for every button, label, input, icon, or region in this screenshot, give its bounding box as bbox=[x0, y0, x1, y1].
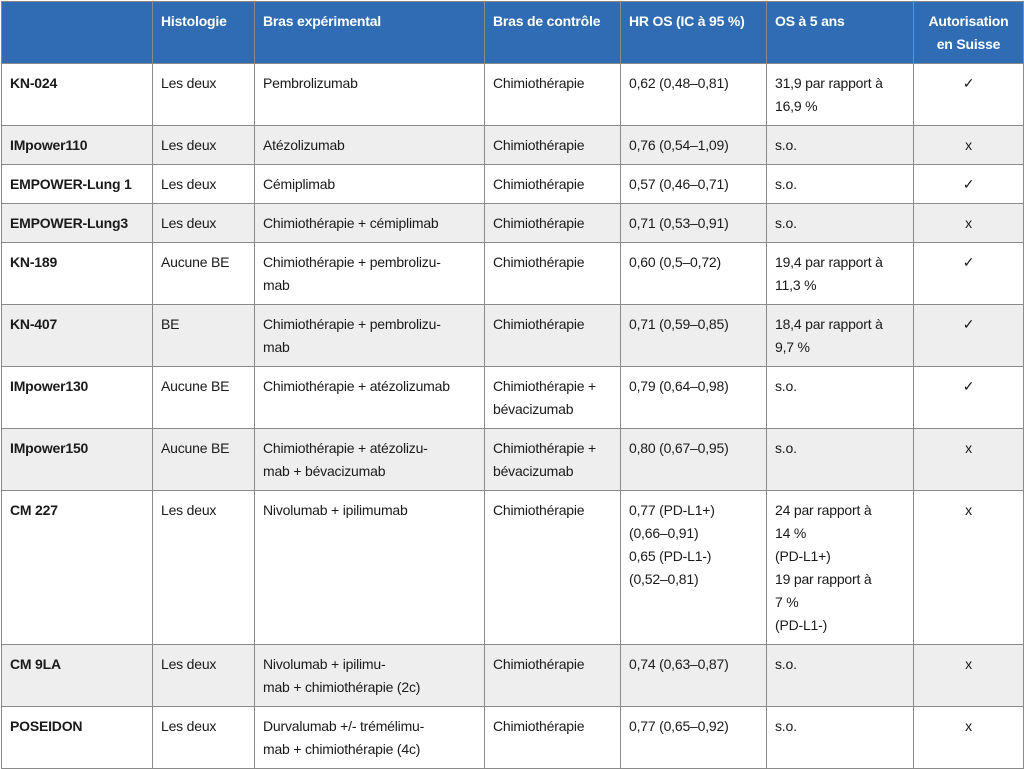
header-control-arm: Bras de contrôle bbox=[485, 2, 621, 64]
cell-experimental-arm: Chimiothérapie + atézolizu- mab + bévacizumab bbox=[255, 429, 485, 491]
cell-control-arm: Chimiothérapie bbox=[485, 645, 621, 707]
cell-hr-os: 0,60 (0,5–0,72) bbox=[621, 243, 767, 305]
table-row bbox=[2, 64, 1024, 126]
cell-experimental-arm: Chimiothérapie + pembrolizu- mab bbox=[255, 243, 485, 305]
cell-swiss-approval: x bbox=[914, 429, 1024, 491]
cell-hr-os: 0,74 (0,63–0,87) bbox=[621, 645, 767, 707]
table-row bbox=[2, 204, 1024, 243]
trials-table bbox=[1, 1, 1024, 769]
cell-os-5-years: s.o. bbox=[767, 165, 914, 204]
cell-swiss-approval: ✓ bbox=[914, 305, 1024, 367]
cell-histology: Les deux bbox=[153, 204, 255, 243]
cell-hr-os: 0,71 (0,53–0,91) bbox=[621, 204, 767, 243]
cell-control-arm: Chimiothérapie bbox=[485, 707, 621, 769]
cell-control-arm: Chimiothérapie bbox=[485, 64, 621, 126]
cell-histology: BE bbox=[153, 305, 255, 367]
cell-os-5-years: 18,4 par rapport à 9,7 % bbox=[767, 305, 914, 367]
cell-histology: Aucune BE bbox=[153, 367, 255, 429]
cell-histology: Les deux bbox=[153, 165, 255, 204]
cell-experimental-arm: Nivolumab + ipilimu- mab + chimiothérapie (2c) bbox=[255, 645, 485, 707]
table-row bbox=[2, 429, 1024, 491]
cell-swiss-approval: ✓ bbox=[914, 64, 1024, 126]
cell-experimental-arm: Cémiplimab bbox=[255, 165, 485, 204]
cell-study: EMPOWER-Lung 1 bbox=[2, 165, 153, 204]
cell-histology: Les deux bbox=[153, 491, 255, 645]
cell-control-arm: Chimiothérapie bbox=[485, 243, 621, 305]
cell-study: KN-024 bbox=[2, 64, 153, 126]
cell-hr-os: 0,79 (0,64–0,98) bbox=[621, 367, 767, 429]
cell-histology: Les deux bbox=[153, 707, 255, 769]
cell-study: IMpower130 bbox=[2, 367, 153, 429]
cell-study: POSEIDON bbox=[2, 707, 153, 769]
cell-hr-os: 0,77 (PD-L1+) (0,66–0,91) 0,65 (PD-L1-) (0,52–0,81) bbox=[621, 491, 767, 645]
cell-study: EMPOWER-Lung3 bbox=[2, 204, 153, 243]
cell-hr-os: 0,80 (0,67–0,95) bbox=[621, 429, 767, 491]
cell-histology: Aucune BE bbox=[153, 243, 255, 305]
cell-os-5-years: s.o. bbox=[767, 126, 914, 165]
cell-hr-os: 0,76 (0,54–1,09) bbox=[621, 126, 767, 165]
cell-swiss-approval: ✓ bbox=[914, 165, 1024, 204]
cell-control-arm: Chimiothérapie bbox=[485, 204, 621, 243]
cell-swiss-approval: ✓ bbox=[914, 367, 1024, 429]
cell-histology: Les deux bbox=[153, 645, 255, 707]
cell-control-arm: Chimiothérapie bbox=[485, 126, 621, 165]
header-experimental-arm: Bras expérimental bbox=[255, 2, 485, 64]
cell-os-5-years: 19,4 par rapport à 11,3 % bbox=[767, 243, 914, 305]
cell-study: KN-189 bbox=[2, 243, 153, 305]
cell-experimental-arm: Pembrolizumab bbox=[255, 64, 485, 126]
table-row bbox=[2, 305, 1024, 367]
cell-os-5-years: s.o. bbox=[767, 645, 914, 707]
cell-study: IMpower150 bbox=[2, 429, 153, 491]
header-study bbox=[2, 2, 153, 64]
cell-experimental-arm: Chimiothérapie + atézolizumab bbox=[255, 367, 485, 429]
cell-swiss-approval: x bbox=[914, 707, 1024, 769]
header-row bbox=[2, 2, 1024, 64]
cell-control-arm: Chimiothérapie bbox=[485, 165, 621, 204]
cell-study: CM 227 bbox=[2, 491, 153, 645]
table-row bbox=[2, 491, 1024, 645]
cell-experimental-arm: Durvalumab +/- trémélimu- mab + chimiothérapie (4c) bbox=[255, 707, 485, 769]
cell-control-arm: Chimiothérapie + bévacizumab bbox=[485, 429, 621, 491]
cell-swiss-approval: x bbox=[914, 645, 1024, 707]
cell-histology: Les deux bbox=[153, 126, 255, 165]
cell-swiss-approval: x bbox=[914, 126, 1024, 165]
cell-os-5-years: s.o. bbox=[767, 367, 914, 429]
table-row bbox=[2, 645, 1024, 707]
cell-control-arm: Chimiothérapie bbox=[485, 305, 621, 367]
cell-swiss-approval: x bbox=[914, 491, 1024, 645]
cell-swiss-approval: x bbox=[914, 204, 1024, 243]
cell-hr-os: 0,62 (0,48–0,81) bbox=[621, 64, 767, 126]
header-swiss-approval: Autorisation en Suisse bbox=[914, 2, 1024, 64]
table-row bbox=[2, 367, 1024, 429]
cell-hr-os: 0,77 (0,65–0,92) bbox=[621, 707, 767, 769]
table-row bbox=[2, 165, 1024, 204]
cell-swiss-approval: ✓ bbox=[914, 243, 1024, 305]
cell-study: CM 9LA bbox=[2, 645, 153, 707]
cell-experimental-arm: Chimiothérapie + pembrolizu- mab bbox=[255, 305, 485, 367]
cell-os-5-years: 24 par rapport à 14 % (PD-L1+) 19 par rapport à 7 % (PD-L1-) bbox=[767, 491, 914, 645]
header-hr-os: HR OS (IC à 95 %) bbox=[621, 2, 767, 64]
table-row bbox=[2, 707, 1024, 769]
cell-os-5-years: s.o. bbox=[767, 204, 914, 243]
cell-hr-os: 0,71 (0,59–0,85) bbox=[621, 305, 767, 367]
table-row bbox=[2, 243, 1024, 305]
cell-study: IMpower110 bbox=[2, 126, 153, 165]
cell-experimental-arm: Nivolumab + ipilimumab bbox=[255, 491, 485, 645]
cell-experimental-arm: Chimiothérapie + cémiplimab bbox=[255, 204, 485, 243]
header-histology: Histologie bbox=[153, 2, 255, 64]
cell-control-arm: Chimiothérapie + bévacizumab bbox=[485, 367, 621, 429]
cell-control-arm: Chimiothérapie bbox=[485, 491, 621, 645]
cell-os-5-years: s.o. bbox=[767, 429, 914, 491]
cell-histology: Aucune BE bbox=[153, 429, 255, 491]
table-row bbox=[2, 126, 1024, 165]
cell-hr-os: 0,57 (0,46–0,71) bbox=[621, 165, 767, 204]
cell-os-5-years: 31,9 par rapport à 16,9 % bbox=[767, 64, 914, 126]
cell-experimental-arm: Atézolizumab bbox=[255, 126, 485, 165]
cell-os-5-years: s.o. bbox=[767, 707, 914, 769]
header-os-5-years: OS à 5 ans bbox=[767, 2, 914, 64]
cell-study: KN-407 bbox=[2, 305, 153, 367]
cell-histology: Les deux bbox=[153, 64, 255, 126]
